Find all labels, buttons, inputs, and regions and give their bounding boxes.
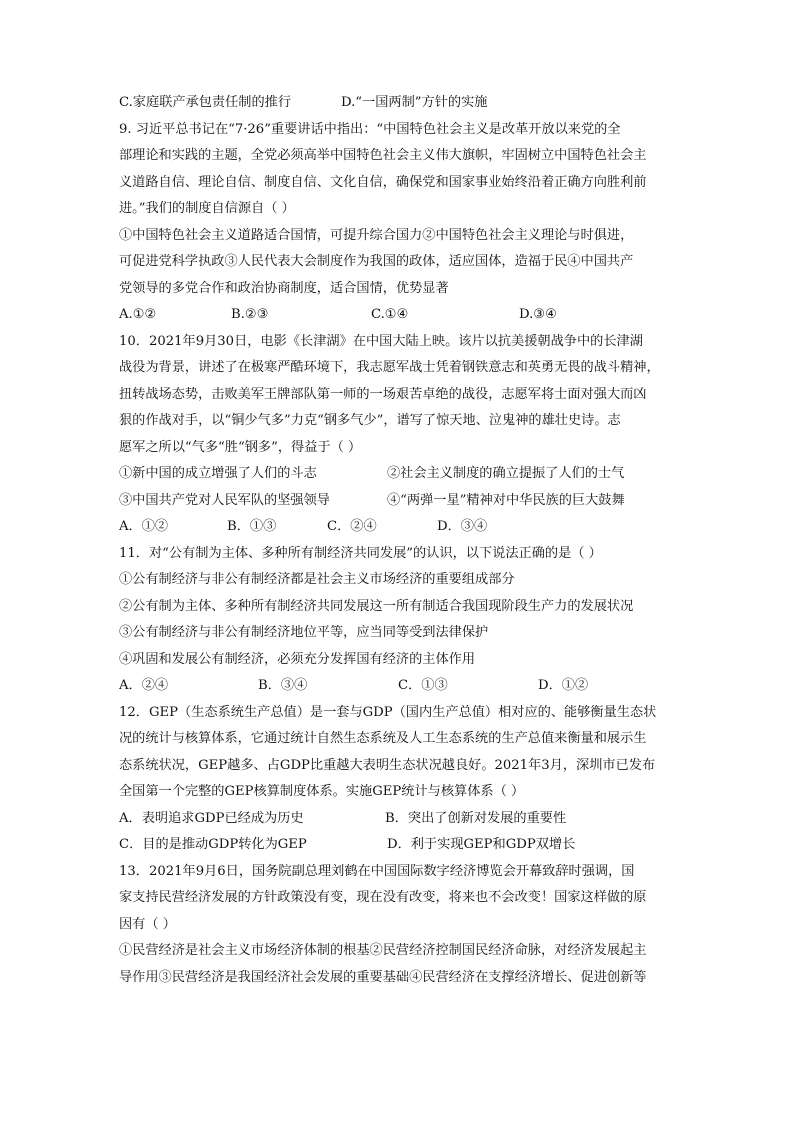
q10-option-a: A．①② <box>119 519 169 534</box>
question-11 <box>119 541 679 700</box>
q12-stem-line: 态系统状况，GEP越多、占GDP比重越大表明生态状况越良好。2021年3月，深圳市已发布 <box>119 757 656 773</box>
question-13 <box>119 859 679 992</box>
question-10 <box>119 329 679 541</box>
q11-option-c: C．①③ <box>398 678 448 693</box>
q13-statement-line: ①民营经济是社会主义市场经济体制的根基②民营经济控制国民经济命脉，对经济发展起主 <box>119 943 647 958</box>
q9-stem-line: 9. 习近平总书记在“7·26”重要讲话中指出：“中国特色社会主义是改革开放以来党的全 <box>119 121 621 137</box>
question-12 <box>119 700 679 859</box>
q10-statement-row <box>119 488 679 515</box>
q11-statement-2: ②公有制为主体、多种所有制经济共同发展这一所有制适合我国现阶段生产力的发展状况 <box>119 598 634 614</box>
q12-option-d: D．利于实现GEP和GDP双增长 <box>387 837 576 852</box>
q8-options <box>119 90 679 117</box>
q9-statement-line: 可促进党科学执政③人民代表大会制度作为我国的政体，适应国体，造福于民④中国共产 <box>119 254 634 269</box>
q11-option-b: B．③④ <box>258 678 308 693</box>
q13-statement-line: 导作用③民营经济是我国经济社会发展的重要基础④民营经济在支撑经济增长、促进创新等 <box>119 969 647 985</box>
q11-statement-4: ④巩固和发展公有制经济，必须充分发挥国有经济的主体作用 <box>119 651 476 667</box>
q10-statement-row <box>119 461 679 488</box>
q11-statement-1: ①公有制经济与非公有制经济都是社会主义市场经济的重要组成部分 <box>119 572 515 587</box>
q8-option-d: D.“一国两制”方针的实施 <box>341 95 488 110</box>
q9-statement-line: ①中国特色社会主义道路适合国情，可提升综合国力②中国特色社会主义理论与时俱进， <box>119 227 634 243</box>
q9-option-b: B.②③ <box>231 307 269 322</box>
q11-stem: 11．对“公有制为主体、多种所有制经济共同发展”的认识，以下说法正确的是（ ） <box>119 545 602 561</box>
q12-stem-line: 况的统计与核算体系，它通过统计自然生态系统及人工生态系统的生产总值来衡量和展示生 <box>119 731 647 746</box>
q10-options <box>119 514 679 541</box>
q11-option-a: A．②④ <box>119 678 169 693</box>
q12-option-c: C．目的是推动GDP转化为GEP <box>119 837 307 852</box>
q9-option-a: A.①② <box>119 307 157 322</box>
q9-option-d: D.③④ <box>519 307 557 322</box>
q10-stem-line: 10．2021年9月30日，电影《长津湖》在中国大陆上映。该片以抗美援朝战争中的长津湖 <box>119 333 643 349</box>
q10-stem-line: 愿军之所以“气多“胜“钢多”，得益于（ ） <box>119 439 362 455</box>
q9-statement-line: 党领导的多党合作和政治协商制度，适合国情，优势显著 <box>119 280 449 296</box>
q10-stem-line: 战役为背景，讲述了在极寒严酷环境下，我志愿军战士凭着钢铁意志和英勇无畏的战斗精神， <box>119 360 660 375</box>
q12-stem-line: 全国第一个完整的GEP核算制度体系。实施GEP统计与核算体系（ ） <box>119 784 525 799</box>
q10-stem-line: 扭转战场态势，击败美军王牌部队第一师的一场艰苦卓绝的战役，志愿军将士面对强大而凶 <box>119 386 647 402</box>
q10-statement-3: ③中国共产党对人民军队的坚强领导 <box>119 492 330 508</box>
q11-statement-3: ③公有制经济与非公有制经济地位平等，应当同等受到法律保护 <box>119 625 489 640</box>
q12-stem-line: 12．GEP（生态系统生产总值）是一套与GDP（国内生产总值）相对应的、能够衡量生态状 <box>119 704 657 720</box>
q9-stem-line: 进。”我们的制度自信源自（ ） <box>119 201 295 216</box>
q9-stem-line: 义道路自信、理论自信、制度自信、文化自信，确保党和国家事业始终沿着正确方向胜利前 <box>119 174 647 190</box>
q10-option-d: D．③④ <box>437 519 488 534</box>
q10-statement-1: ①新中国的成立增强了人们的斗志 <box>119 466 317 481</box>
q10-option-c: C．②④ <box>327 519 377 534</box>
q12-options-row <box>119 806 679 833</box>
q10-option-b: B．①③ <box>227 519 277 534</box>
q9-stem-line: 部理论和实践的主题，全党必须高举中国特色社会主义伟大旗帜，牢固树立中国特色社会主 <box>119 148 647 163</box>
q13-stem-line: 家支持民营经济发展的方针政策没有变，现在没有改变，将来也不会改变！国家这样做的原 <box>119 890 647 905</box>
q11-option-d: D．①② <box>538 678 589 693</box>
q12-options-row <box>119 832 679 859</box>
exam-page <box>119 90 679 991</box>
q8-option-c: C.家庭联产承包责任制的推行 <box>119 95 292 110</box>
q11-options <box>119 673 679 700</box>
q12-option-a: A．表明追求GDP已经成为历史 <box>119 810 304 826</box>
q10-statement-2: ②社会主义制度的确立提振了人们的士气 <box>387 466 625 481</box>
question-9 <box>119 117 679 329</box>
q13-stem-line: 13．2021年9月6日，国务院副总理刘鹤在中国国际数字经济博览会开幕致辞时强调，国 <box>119 863 635 879</box>
q12-option-b: B．突出了创新对发展的重要性 <box>385 810 567 826</box>
q10-stem-line: 狠的作战对手，以“铜少气多”力克“钢多气少”，谱写了惊天地、泣鬼神的雄壮史诗。志 <box>119 413 621 428</box>
q9-options <box>119 302 679 329</box>
q9-option-c: C.①④ <box>371 307 409 322</box>
q10-statement-4: ④“两弹一星”精神对中华民族的巨大鼓舞 <box>387 492 625 508</box>
q13-stem-line: 因有（ ） <box>119 916 176 932</box>
